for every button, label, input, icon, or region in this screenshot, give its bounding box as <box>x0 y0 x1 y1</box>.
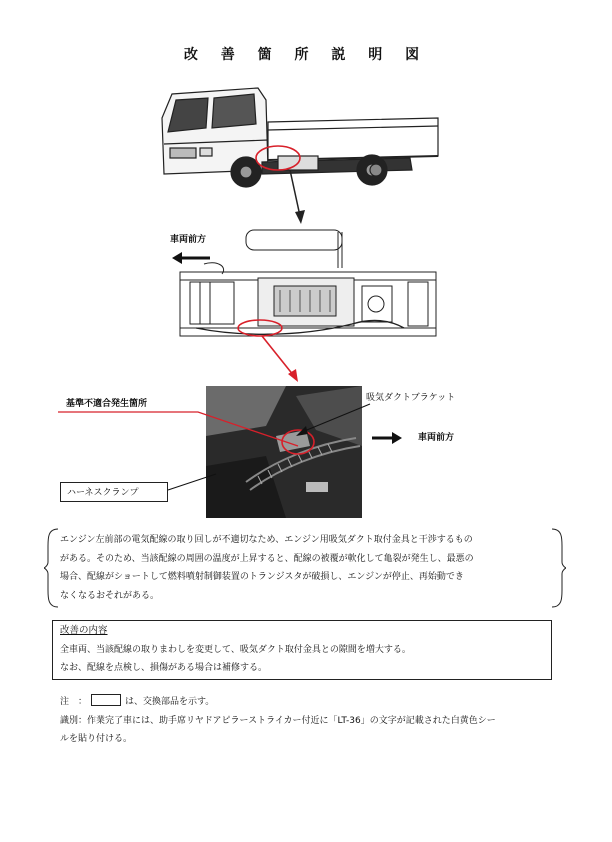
intake-duct-bracket-label: 吸気ダクトブラケット <box>366 393 456 403</box>
front-direction-label-right: 車両前方 <box>418 433 455 443</box>
harness-leader-line <box>168 470 224 496</box>
harness-clamp-label: ハーネスクランプ <box>60 482 168 502</box>
improvement-line: 全車両、当該配線の取りまわしを変更して、吸気ダクト取付金具との隙間を増大する。 <box>60 645 411 655</box>
description-line: がある。そのため、当該配線の周囲の温度が上昇すると、配線の被覆が軟化して亀裂が発生し、最悪の <box>60 553 474 564</box>
replacement-part-box-icon <box>91 694 121 706</box>
note-line <box>60 694 214 709</box>
bracket-leader-line <box>290 402 380 442</box>
description-line: なくなるおそれがある。 <box>60 590 160 601</box>
identification-line: 識別：作業完了車には、助手席リヤドアピラーストライカー付近に「LT-36」の文字が記載された白黄色シー <box>60 716 496 726</box>
front-arrow-right-icon <box>372 432 402 444</box>
front-arrow-left-icon <box>172 252 212 264</box>
front-direction-label-top: 車両前方 <box>170 235 207 245</box>
note-suffix: は、交換部品を示す。 <box>125 697 215 707</box>
page-title: 改 善 箇 所 説 明 図 <box>183 47 429 63</box>
defect-leader-line <box>58 410 302 450</box>
truck-illustration <box>150 70 450 205</box>
improvement-heading: 改善の内容 <box>60 625 108 636</box>
defect-description <box>60 531 558 605</box>
improvement-line: なお、配線を点検し、損傷がある場合は補修する。 <box>60 663 268 673</box>
defect-location-label: 基準不適合発生箇所 <box>66 399 148 409</box>
engine-layout-drawing <box>176 224 440 348</box>
identification-line: ルを貼り付ける。 <box>60 734 133 744</box>
description-line: 場合、配線がショートして燃料噴射制御装置のトランジスタが破損し、エンジンが停止、再始動でき <box>60 572 464 582</box>
description-line: エンジン左前部の電気配線の取り回しが不適切なため、エンジン用吸気ダクト取付金具と干渉するもの <box>60 535 473 545</box>
note-prefix: 注 ： <box>60 697 88 707</box>
